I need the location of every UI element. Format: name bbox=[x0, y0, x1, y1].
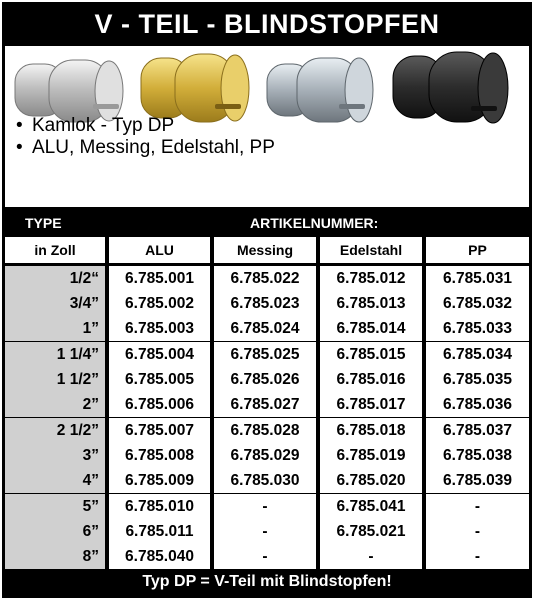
cell-alu: 6.785.006 bbox=[125, 396, 194, 413]
column-header-in-zoll: in Zoll bbox=[5, 237, 105, 263]
cell-size: 2 1/2” bbox=[56, 422, 99, 439]
cell-size: 8” bbox=[82, 548, 99, 565]
cell-edelstahl: 6.785.018 bbox=[336, 422, 406, 439]
cell-alu: 6.785.004 bbox=[125, 346, 194, 363]
cell-alu: 6.785.005 bbox=[125, 371, 194, 388]
column-header-pp: PP bbox=[426, 237, 529, 263]
table-row bbox=[2, 544, 532, 569]
cell-edelstahl: 6.785.013 bbox=[336, 295, 406, 312]
cell-alu: 6.785.010 bbox=[125, 498, 194, 515]
cell-messing: - bbox=[262, 498, 268, 515]
table-row bbox=[2, 418, 532, 443]
cell-edelstahl: - bbox=[368, 548, 374, 565]
cell-alu: 6.785.009 bbox=[125, 472, 194, 489]
column-header-alu: ALU bbox=[109, 237, 210, 263]
cell-size: 2” bbox=[82, 396, 99, 413]
cell-messing: 6.785.024 bbox=[230, 320, 300, 337]
cell-messing: 6.785.026 bbox=[230, 371, 300, 388]
stainless-dust-plug-icon bbox=[267, 58, 373, 122]
cell-pp: 6.785.036 bbox=[443, 396, 512, 413]
cell-size: 4” bbox=[82, 472, 99, 489]
table-row bbox=[2, 468, 532, 493]
table-row bbox=[2, 266, 532, 291]
cell-pp: - bbox=[474, 498, 481, 515]
cell-messing: - bbox=[262, 548, 268, 565]
footer-note: Typ DP = V-Teil mit Blindstopfen! bbox=[142, 573, 392, 590]
pp-dust-plug-icon bbox=[393, 52, 508, 123]
cell-size: 1 1/4” bbox=[56, 346, 99, 363]
cell-pp: - bbox=[474, 523, 481, 540]
cell-edelstahl: 6.785.021 bbox=[336, 523, 406, 540]
cell-edelstahl: 6.785.012 bbox=[336, 270, 406, 287]
cell-size: 1” bbox=[82, 320, 99, 337]
cell-pp: 6.785.033 bbox=[443, 320, 512, 337]
brass-dust-plug-icon bbox=[141, 54, 249, 122]
artikelnummer-label: ARTIKELNUMMER: bbox=[250, 215, 379, 231]
cell-edelstahl: 6.785.019 bbox=[336, 447, 406, 464]
cell-alu: 6.785.001 bbox=[125, 270, 194, 287]
table-row bbox=[2, 443, 532, 468]
type-label: TYPE bbox=[25, 215, 62, 231]
bullet-icon: • bbox=[16, 115, 23, 136]
cell-alu: 6.785.002 bbox=[125, 295, 194, 312]
cell-messing: 6.785.027 bbox=[230, 396, 300, 413]
cell-size: 5” bbox=[82, 498, 99, 515]
bullet-icon: • bbox=[16, 137, 23, 158]
cell-pp: 6.785.032 bbox=[443, 295, 512, 312]
cell-pp: - bbox=[474, 548, 481, 565]
cell-edelstahl: 6.785.014 bbox=[336, 320, 406, 337]
feature-list bbox=[16, 115, 275, 159]
cell-edelstahl: 6.785.016 bbox=[336, 371, 406, 388]
cell-alu: 6.785.008 bbox=[125, 447, 194, 464]
aluminium-dust-plug-icon bbox=[15, 60, 123, 122]
column-header-messing: Messing bbox=[214, 237, 316, 263]
cell-pp: 6.785.035 bbox=[443, 371, 512, 388]
page-title: V - TEIL - BLINDSTOPFEN bbox=[94, 9, 440, 39]
cell-alu: 6.785.011 bbox=[125, 523, 194, 540]
cell-edelstahl: 6.785.015 bbox=[336, 346, 406, 363]
datasheet bbox=[2, 2, 532, 598]
cell-edelstahl: 6.785.017 bbox=[336, 396, 406, 413]
cell-pp: 6.785.034 bbox=[443, 346, 512, 363]
cell-messing: 6.785.023 bbox=[230, 295, 300, 312]
cell-pp: 6.785.037 bbox=[443, 422, 512, 439]
table-row bbox=[2, 291, 532, 316]
cell-pp: 6.785.031 bbox=[443, 270, 512, 287]
cell-edelstahl: 6.785.020 bbox=[336, 472, 406, 489]
cell-pp: 6.785.038 bbox=[443, 447, 512, 464]
cell-messing: 6.785.025 bbox=[230, 346, 300, 363]
table-row bbox=[2, 392, 532, 417]
table-row bbox=[2, 519, 532, 544]
cell-size: 1/2“ bbox=[69, 270, 99, 287]
cell-size: 1 1/2” bbox=[56, 371, 99, 388]
feature-item: • ALU, Messing, Edelstahl, PP bbox=[16, 137, 275, 158]
table-row bbox=[2, 342, 532, 367]
cell-messing: 6.785.030 bbox=[230, 472, 300, 489]
table-row bbox=[2, 316, 532, 341]
cell-edelstahl: 6.785.041 bbox=[336, 498, 406, 515]
cell-messing: 6.785.029 bbox=[230, 447, 300, 464]
table-row bbox=[2, 494, 532, 519]
cell-alu: 6.785.007 bbox=[125, 422, 194, 439]
table-row bbox=[2, 367, 532, 392]
feature-item: • Kamlok - Typ DP bbox=[16, 115, 175, 136]
cell-alu: 6.785.003 bbox=[125, 320, 194, 337]
cell-messing: 6.785.028 bbox=[230, 422, 300, 439]
cell-size: 6” bbox=[82, 523, 99, 540]
column-header-edelstahl: Edelstahl bbox=[320, 237, 422, 263]
cell-size: 3” bbox=[82, 447, 99, 464]
table-title-row bbox=[2, 210, 532, 237]
cell-pp: 6.785.039 bbox=[443, 472, 512, 489]
cell-messing: - bbox=[262, 523, 268, 540]
cell-size: 3/4” bbox=[69, 295, 99, 312]
cell-alu: 6.785.040 bbox=[125, 548, 194, 565]
cell-messing: 6.785.022 bbox=[230, 270, 300, 287]
